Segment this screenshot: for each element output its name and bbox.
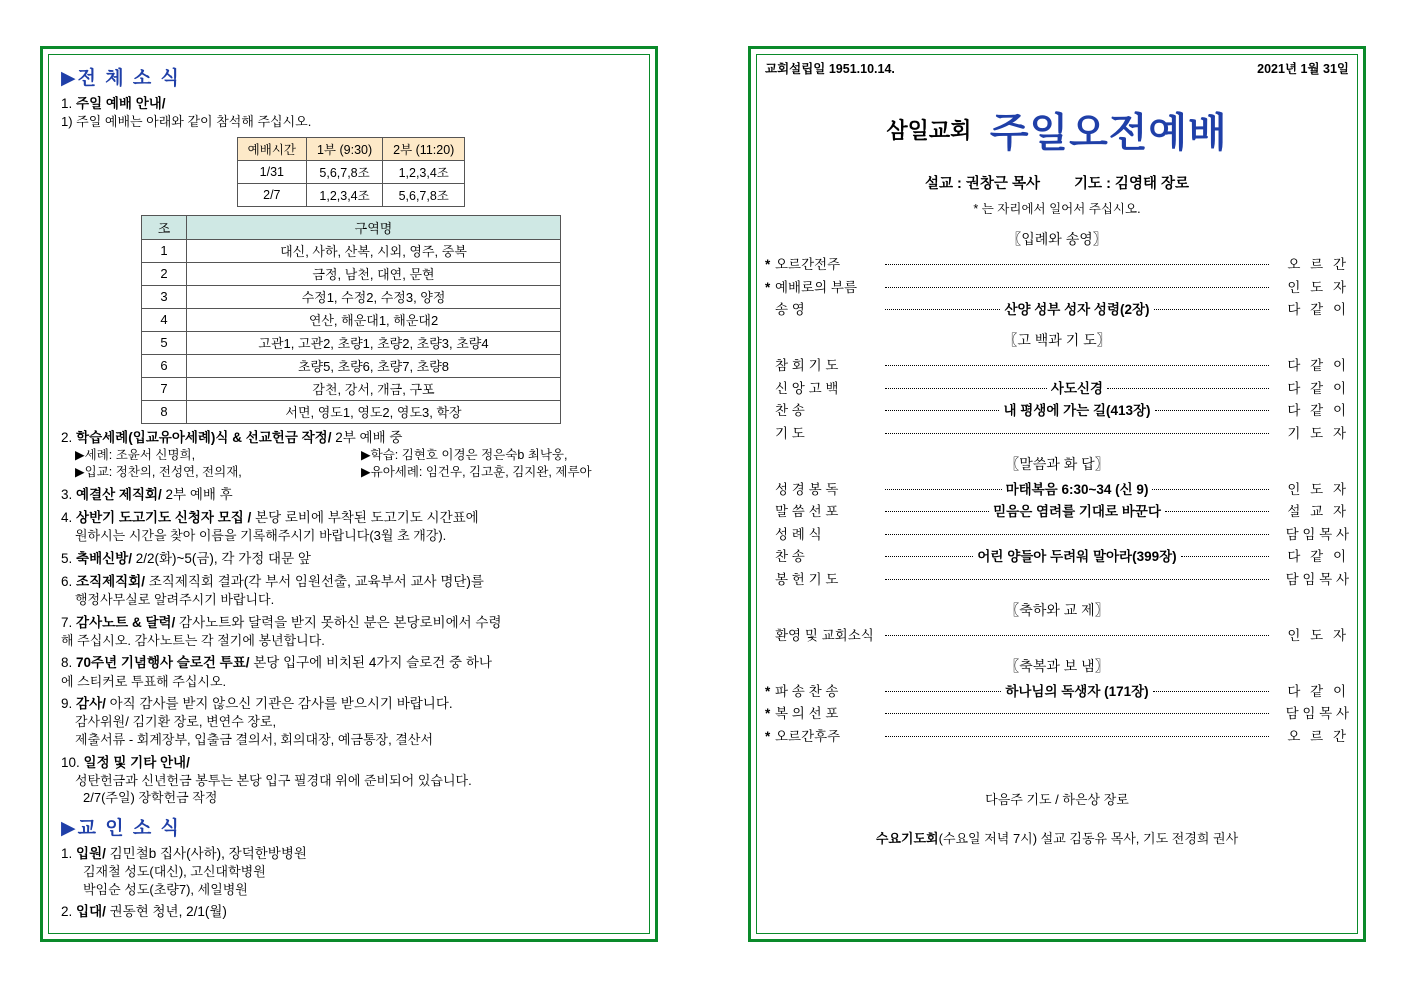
standing-note: * 는 자리에서 일어서 주십시오. bbox=[973, 202, 1141, 216]
zone-name: 연산, 해운대1, 해운대2 bbox=[187, 308, 561, 331]
sched-r0c0: 1/31 bbox=[237, 160, 306, 183]
order-label: 찬 송 bbox=[775, 549, 805, 564]
member-1-line2: 김재철 성도(대신), 고신대학병원 bbox=[83, 864, 266, 880]
item-4 bbox=[61, 509, 641, 527]
order-label: 복 의 선 포 bbox=[775, 706, 839, 721]
order-row bbox=[765, 253, 1349, 273]
order-row bbox=[765, 680, 1349, 700]
zone-name: 대신, 사하, 산복, 시외, 영주, 중복 bbox=[187, 239, 561, 262]
zone-no: 3 bbox=[142, 285, 187, 308]
title-row bbox=[765, 101, 1349, 158]
item-9-tail: 아직 감사를 받지 않으신 기관은 감사를 받으시기 바랍니다. bbox=[105, 696, 453, 712]
zone-no: 8 bbox=[142, 400, 187, 423]
item-10-line2: 성탄헌금과 신년헌금 봉투는 본당 입구 필경대 위에 준비되어 있습니다. bbox=[75, 772, 472, 788]
dot-leader bbox=[885, 309, 1000, 310]
order-row bbox=[765, 624, 1349, 644]
sched-r1c2: 5,6,7,8조 bbox=[383, 183, 465, 206]
prayer-leader: 기도 : 김영태 장로 bbox=[1074, 176, 1189, 192]
order-label: 예배로의 부름 bbox=[775, 279, 857, 295]
zone-table bbox=[141, 215, 561, 424]
member-2-tail: 권동현 청년, 2/1(월) bbox=[105, 904, 227, 920]
dot-leader bbox=[885, 365, 1269, 366]
order-who: 다 같 이 bbox=[1287, 380, 1350, 396]
order-label: 오르간후주 bbox=[775, 728, 841, 744]
founding-date: 교회설립일 1951.10.14. bbox=[765, 62, 895, 76]
dot-leader bbox=[1154, 309, 1269, 310]
item-5-tail: 2/2(화)~5(금), 각 가정 대문 앞 bbox=[131, 550, 311, 566]
order-who: 담 임 목 사 bbox=[1285, 526, 1349, 542]
item-7-no: 7. bbox=[61, 614, 73, 630]
standing-star: * bbox=[765, 706, 771, 721]
section-title-all-news: ▶전 체 소 식 bbox=[61, 68, 181, 89]
table-row bbox=[237, 183, 465, 206]
standing-star: * bbox=[765, 257, 771, 272]
item-8-line2: 에 스티커로 투표해 주십시오. bbox=[61, 673, 227, 689]
item-9-line3: 제출서류 - 회계장부, 입출금 결의서, 회의대장, 예금통장, 결산서 bbox=[75, 732, 434, 747]
order-who: 기 도 자 bbox=[1287, 425, 1349, 441]
dot-leader bbox=[885, 635, 1269, 636]
dot-leader bbox=[885, 264, 1269, 265]
item-4-no: 4. bbox=[61, 509, 73, 525]
item-4-head: 상반기 도고기도 신청자 모집 / bbox=[76, 509, 252, 525]
zone-no: 6 bbox=[142, 354, 187, 377]
item-2 bbox=[61, 429, 641, 447]
header-line bbox=[765, 59, 1349, 77]
order-row bbox=[765, 422, 1349, 442]
table-row bbox=[142, 400, 561, 423]
order-label: 신 앙 고 백 bbox=[775, 380, 839, 396]
sched-r0c1: 5,6,7,8조 bbox=[306, 160, 382, 183]
member-item-1 bbox=[61, 845, 641, 863]
order-row bbox=[765, 702, 1349, 722]
member-2-no: 2. bbox=[61, 904, 73, 920]
order-section-head: 〖말씀과 화 답〗 bbox=[1005, 455, 1109, 472]
item-2-infant: ▶유아세례: 임건우, 김고훈, 김지완, 제루아 bbox=[361, 464, 592, 479]
zone-no: 2 bbox=[142, 262, 187, 285]
dot-leader bbox=[885, 489, 1002, 490]
zone-no: 7 bbox=[142, 377, 187, 400]
order-who: 설 교 자 bbox=[1287, 504, 1349, 519]
order-row bbox=[765, 500, 1349, 520]
item-1 bbox=[61, 95, 641, 113]
order-row bbox=[765, 377, 1349, 397]
dot-leader bbox=[885, 410, 999, 411]
order-detail: 산양 성부 성자 성령(2장) bbox=[1004, 302, 1150, 317]
item-3-tail: 2부 예배 후 bbox=[161, 486, 233, 502]
item-4-tail: 본당 로비에 부착된 도고기도 시간표에 bbox=[251, 509, 479, 525]
order-row bbox=[765, 523, 1349, 543]
item-2-head: 학습세례(입교유아세례)식 & 선교헌금 작정/ bbox=[76, 429, 332, 445]
wednesday-service bbox=[765, 828, 1349, 847]
item-9-no: 9. bbox=[61, 696, 73, 712]
order-detail: 사도신경 bbox=[1050, 380, 1104, 396]
order-label: 참 회 기 도 bbox=[775, 358, 839, 373]
officiants bbox=[765, 172, 1349, 193]
dot-leader bbox=[885, 736, 1269, 737]
item-2-tail: 2부 예배 중 bbox=[331, 429, 403, 445]
order-label: 성 례 식 bbox=[775, 526, 822, 542]
sched-th-0: 예배시간 bbox=[237, 137, 306, 160]
item-9-line2: 감사위원/ 김기환 장로, 변연수 장로, bbox=[75, 714, 277, 730]
table-header-row bbox=[142, 215, 561, 239]
sched-th-2: 2부 (11:20) bbox=[383, 137, 465, 160]
order-label: 환영 및 교회소식 bbox=[775, 627, 874, 643]
right-content bbox=[765, 59, 1349, 931]
item-1-no: 1. bbox=[61, 96, 73, 111]
item-7-tail: 감사노트와 달력을 받지 못하신 분은 본당로비에서 수령 bbox=[175, 614, 502, 630]
order-who: 다 같 이 bbox=[1287, 683, 1350, 699]
member-1-line3: 박임순 성도(초량7), 세일병원 bbox=[83, 881, 248, 897]
item-1-head: 주일 예배 안내/ bbox=[76, 96, 166, 111]
item-6 bbox=[61, 573, 641, 591]
order-detail: 어린 양들아 두려워 말아라(399장) bbox=[977, 549, 1177, 564]
order-detail: 믿음은 염려를 기대로 바꾼다 bbox=[993, 504, 1161, 519]
item-10-head: 일정 및 기타 안내/ bbox=[83, 754, 190, 770]
item-10 bbox=[61, 754, 641, 772]
next-week-prayer: 다음주 기도 / 하은상 장로 bbox=[985, 791, 1129, 807]
item-2-no: 2. bbox=[61, 429, 73, 445]
table-row bbox=[142, 377, 561, 400]
order-row bbox=[765, 354, 1349, 374]
order-row bbox=[765, 545, 1349, 565]
order-who: 오 르 간 bbox=[1287, 257, 1349, 272]
member-1-head: 입원/ bbox=[76, 845, 106, 861]
dot-leader bbox=[885, 388, 1047, 389]
order-who: 다 같 이 bbox=[1287, 549, 1350, 564]
item-2-baptism: ▶세례: 조윤서 신명희, bbox=[75, 447, 196, 462]
item-3 bbox=[61, 486, 641, 504]
order-who: 다 같 이 bbox=[1287, 302, 1349, 317]
item-6-head: 조직제직회/ bbox=[76, 573, 145, 589]
order-who: 인 도 자 bbox=[1287, 279, 1349, 295]
preacher: 설교 : 권창근 목사 bbox=[925, 176, 1040, 192]
order-label: 봉 헌 기 도 bbox=[775, 571, 839, 587]
dot-leader bbox=[885, 511, 989, 512]
right-page-panel bbox=[748, 46, 1366, 942]
zone-no: 4 bbox=[142, 308, 187, 331]
item-3-no: 3. bbox=[61, 486, 73, 502]
order-section-head: 〖입례와 송영〗 bbox=[1007, 231, 1107, 247]
order-row bbox=[765, 399, 1349, 419]
item-5-no: 5. bbox=[61, 550, 73, 566]
order-who: 담 임 목 사 bbox=[1285, 706, 1349, 721]
order-who: 인 도 자 bbox=[1287, 481, 1350, 497]
order-section-head: 〖축복과 보 냄〗 bbox=[1005, 657, 1109, 674]
order-label: 파 송 찬 송 bbox=[775, 683, 839, 699]
order-row bbox=[765, 298, 1349, 318]
left-page-panel bbox=[40, 46, 658, 942]
item-10-line3: 2/7(주일) 장학헌금 작정 bbox=[83, 790, 218, 806]
order-who: 오 르 간 bbox=[1287, 728, 1349, 744]
order-who: 인 도 자 bbox=[1287, 627, 1349, 643]
dot-leader bbox=[1153, 691, 1269, 692]
service-schedule-table bbox=[237, 137, 466, 207]
dot-leader bbox=[885, 713, 1269, 714]
order-label: 성 경 봉 독 bbox=[775, 481, 839, 497]
zone-name: 초량5, 초량6, 초량7, 초량8 bbox=[187, 354, 561, 377]
item-10-no: 10. bbox=[61, 754, 80, 770]
dot-leader bbox=[1107, 388, 1269, 389]
zone-name: 수정1, 수정2, 수정3, 양정 bbox=[187, 285, 561, 308]
order-label: 송 영 bbox=[775, 302, 805, 317]
order-detail: 하나님의 독생자 (171장) bbox=[1005, 683, 1149, 699]
dot-leader bbox=[885, 556, 973, 557]
item-4-line2: 원하시는 시간을 찾아 이름을 기록해주시기 바랍니다(3월 초 개강). bbox=[75, 528, 447, 544]
order-row bbox=[765, 568, 1349, 588]
dot-leader bbox=[1155, 410, 1269, 411]
table-row bbox=[142, 262, 561, 285]
service-title: 주일오전예배 bbox=[989, 111, 1228, 155]
item-7 bbox=[61, 614, 641, 632]
order-label: 오르간전주 bbox=[775, 257, 841, 272]
item-5 bbox=[61, 550, 641, 568]
section-title-member-news: ▶교 인 소 식 bbox=[61, 817, 181, 839]
zones-th-1: 구역명 bbox=[187, 215, 561, 239]
zone-name: 감천, 강서, 개금, 구포 bbox=[187, 377, 561, 400]
table-row bbox=[142, 308, 561, 331]
member-2-head: 입대/ bbox=[76, 904, 106, 920]
item-2-col-right bbox=[361, 447, 641, 481]
dot-leader bbox=[1152, 489, 1269, 490]
dot-leader bbox=[885, 287, 1269, 288]
item-2-details bbox=[61, 447, 641, 481]
member-1-no: 1. bbox=[61, 845, 73, 861]
order-who: 다 같 이 bbox=[1287, 358, 1349, 373]
dot-leader bbox=[885, 534, 1269, 535]
member-item-2 bbox=[61, 903, 641, 921]
item-2-col-left bbox=[75, 447, 355, 481]
zone-name: 금정, 남천, 대연, 문현 bbox=[187, 262, 561, 285]
table-row bbox=[142, 285, 561, 308]
order-section-head: 〖축하와 교 제〗 bbox=[1005, 601, 1109, 618]
zone-no: 1 bbox=[142, 239, 187, 262]
item-7-head: 감사노트 & 달력/ bbox=[76, 614, 176, 630]
zone-name: 고관1, 고관2, 초량1, 초량2, 초량3, 초량4 bbox=[187, 331, 561, 354]
sched-r1c1: 1,2,3,4조 bbox=[306, 183, 382, 206]
standing-star: * bbox=[765, 279, 771, 295]
item-6-tail: 조직제직회 결과(각 부서 임원선출, 교육부서 교사 명단)를 bbox=[145, 573, 484, 589]
order-row bbox=[765, 478, 1349, 498]
item-5-head: 축배신방/ bbox=[76, 550, 132, 566]
item-3-head: 예결산 제직회/ bbox=[76, 486, 162, 502]
wednesday-detail: (수요일 저녁 7시) 설교 김동유 목사, 기도 전경희 권사 bbox=[938, 830, 1239, 846]
sched-r0c2: 1,2,3,4조 bbox=[383, 160, 465, 183]
item-6-line2: 행정사무실로 알려주시기 바랍니다. bbox=[75, 592, 275, 608]
sched-th-1: 1부 (9:30) bbox=[306, 137, 382, 160]
table-row bbox=[142, 354, 561, 377]
item-1-sub: 1) 주일 예배는 아래와 같이 참석해 주십시오. bbox=[61, 114, 312, 130]
sched-r1c0: 2/7 bbox=[237, 183, 306, 206]
order-detail: 마태복음 6:30~34 (신 9) bbox=[1005, 481, 1149, 497]
standing-star: * bbox=[765, 728, 771, 744]
order-label: 기 도 bbox=[775, 425, 805, 441]
table-row bbox=[142, 331, 561, 354]
order-row bbox=[765, 725, 1349, 745]
order-label: 찬 송 bbox=[775, 403, 805, 418]
order-label: 말 씀 선 포 bbox=[775, 504, 839, 519]
left-content bbox=[61, 63, 641, 931]
order-who: 담 임 목 사 bbox=[1285, 571, 1349, 587]
order-who: 다 같 이 bbox=[1287, 403, 1350, 418]
table-header-row bbox=[237, 137, 465, 160]
item-9 bbox=[61, 695, 641, 713]
item-9-head: 감사/ bbox=[76, 696, 106, 712]
dot-leader bbox=[885, 433, 1269, 434]
item-2-confirm: ▶입교: 정찬의, 전성연, 전의재, bbox=[75, 464, 242, 479]
item-2-study: ▶학습: 김현호 이경은 정은숙b 최낙웅, bbox=[361, 447, 568, 462]
table-row bbox=[237, 160, 465, 183]
item-8-head: 70주년 기념행사 슬로건 투표/ bbox=[76, 655, 250, 671]
bulletin-date: 2021년 1월 31일 bbox=[1257, 62, 1349, 76]
item-6-no: 6. bbox=[61, 573, 73, 589]
order-detail: 내 평생에 가는 길(413장) bbox=[1003, 403, 1151, 418]
item-8-tail: 본당 입구에 비치된 4가지 슬로건 중 하나 bbox=[249, 655, 492, 671]
standing-star: * bbox=[765, 683, 771, 699]
item-7-line2: 해 주십시오. 감사노트는 각 절기에 봉년합니다. bbox=[61, 632, 325, 648]
dot-leader bbox=[1165, 511, 1269, 512]
zones-th-0: 조 bbox=[142, 215, 187, 239]
table-row bbox=[142, 239, 561, 262]
dot-leader bbox=[885, 691, 1001, 692]
order-row bbox=[765, 276, 1349, 296]
dot-leader bbox=[885, 579, 1269, 580]
wednesday-label: 수요기도회 bbox=[875, 830, 939, 846]
dot-leader bbox=[1181, 556, 1269, 557]
zone-name: 서면, 영도1, 영도2, 영도3, 학장 bbox=[187, 400, 561, 423]
item-8 bbox=[61, 654, 641, 672]
church-name: 삼일교회 bbox=[886, 118, 972, 143]
zone-no: 5 bbox=[142, 331, 187, 354]
order-section-head: 〖고 백과 기 도〗 bbox=[1003, 332, 1111, 348]
member-1-tail: 김민철b 집사(사하), 장덕한방병원 bbox=[105, 845, 307, 861]
item-8-no: 8. bbox=[61, 655, 73, 671]
